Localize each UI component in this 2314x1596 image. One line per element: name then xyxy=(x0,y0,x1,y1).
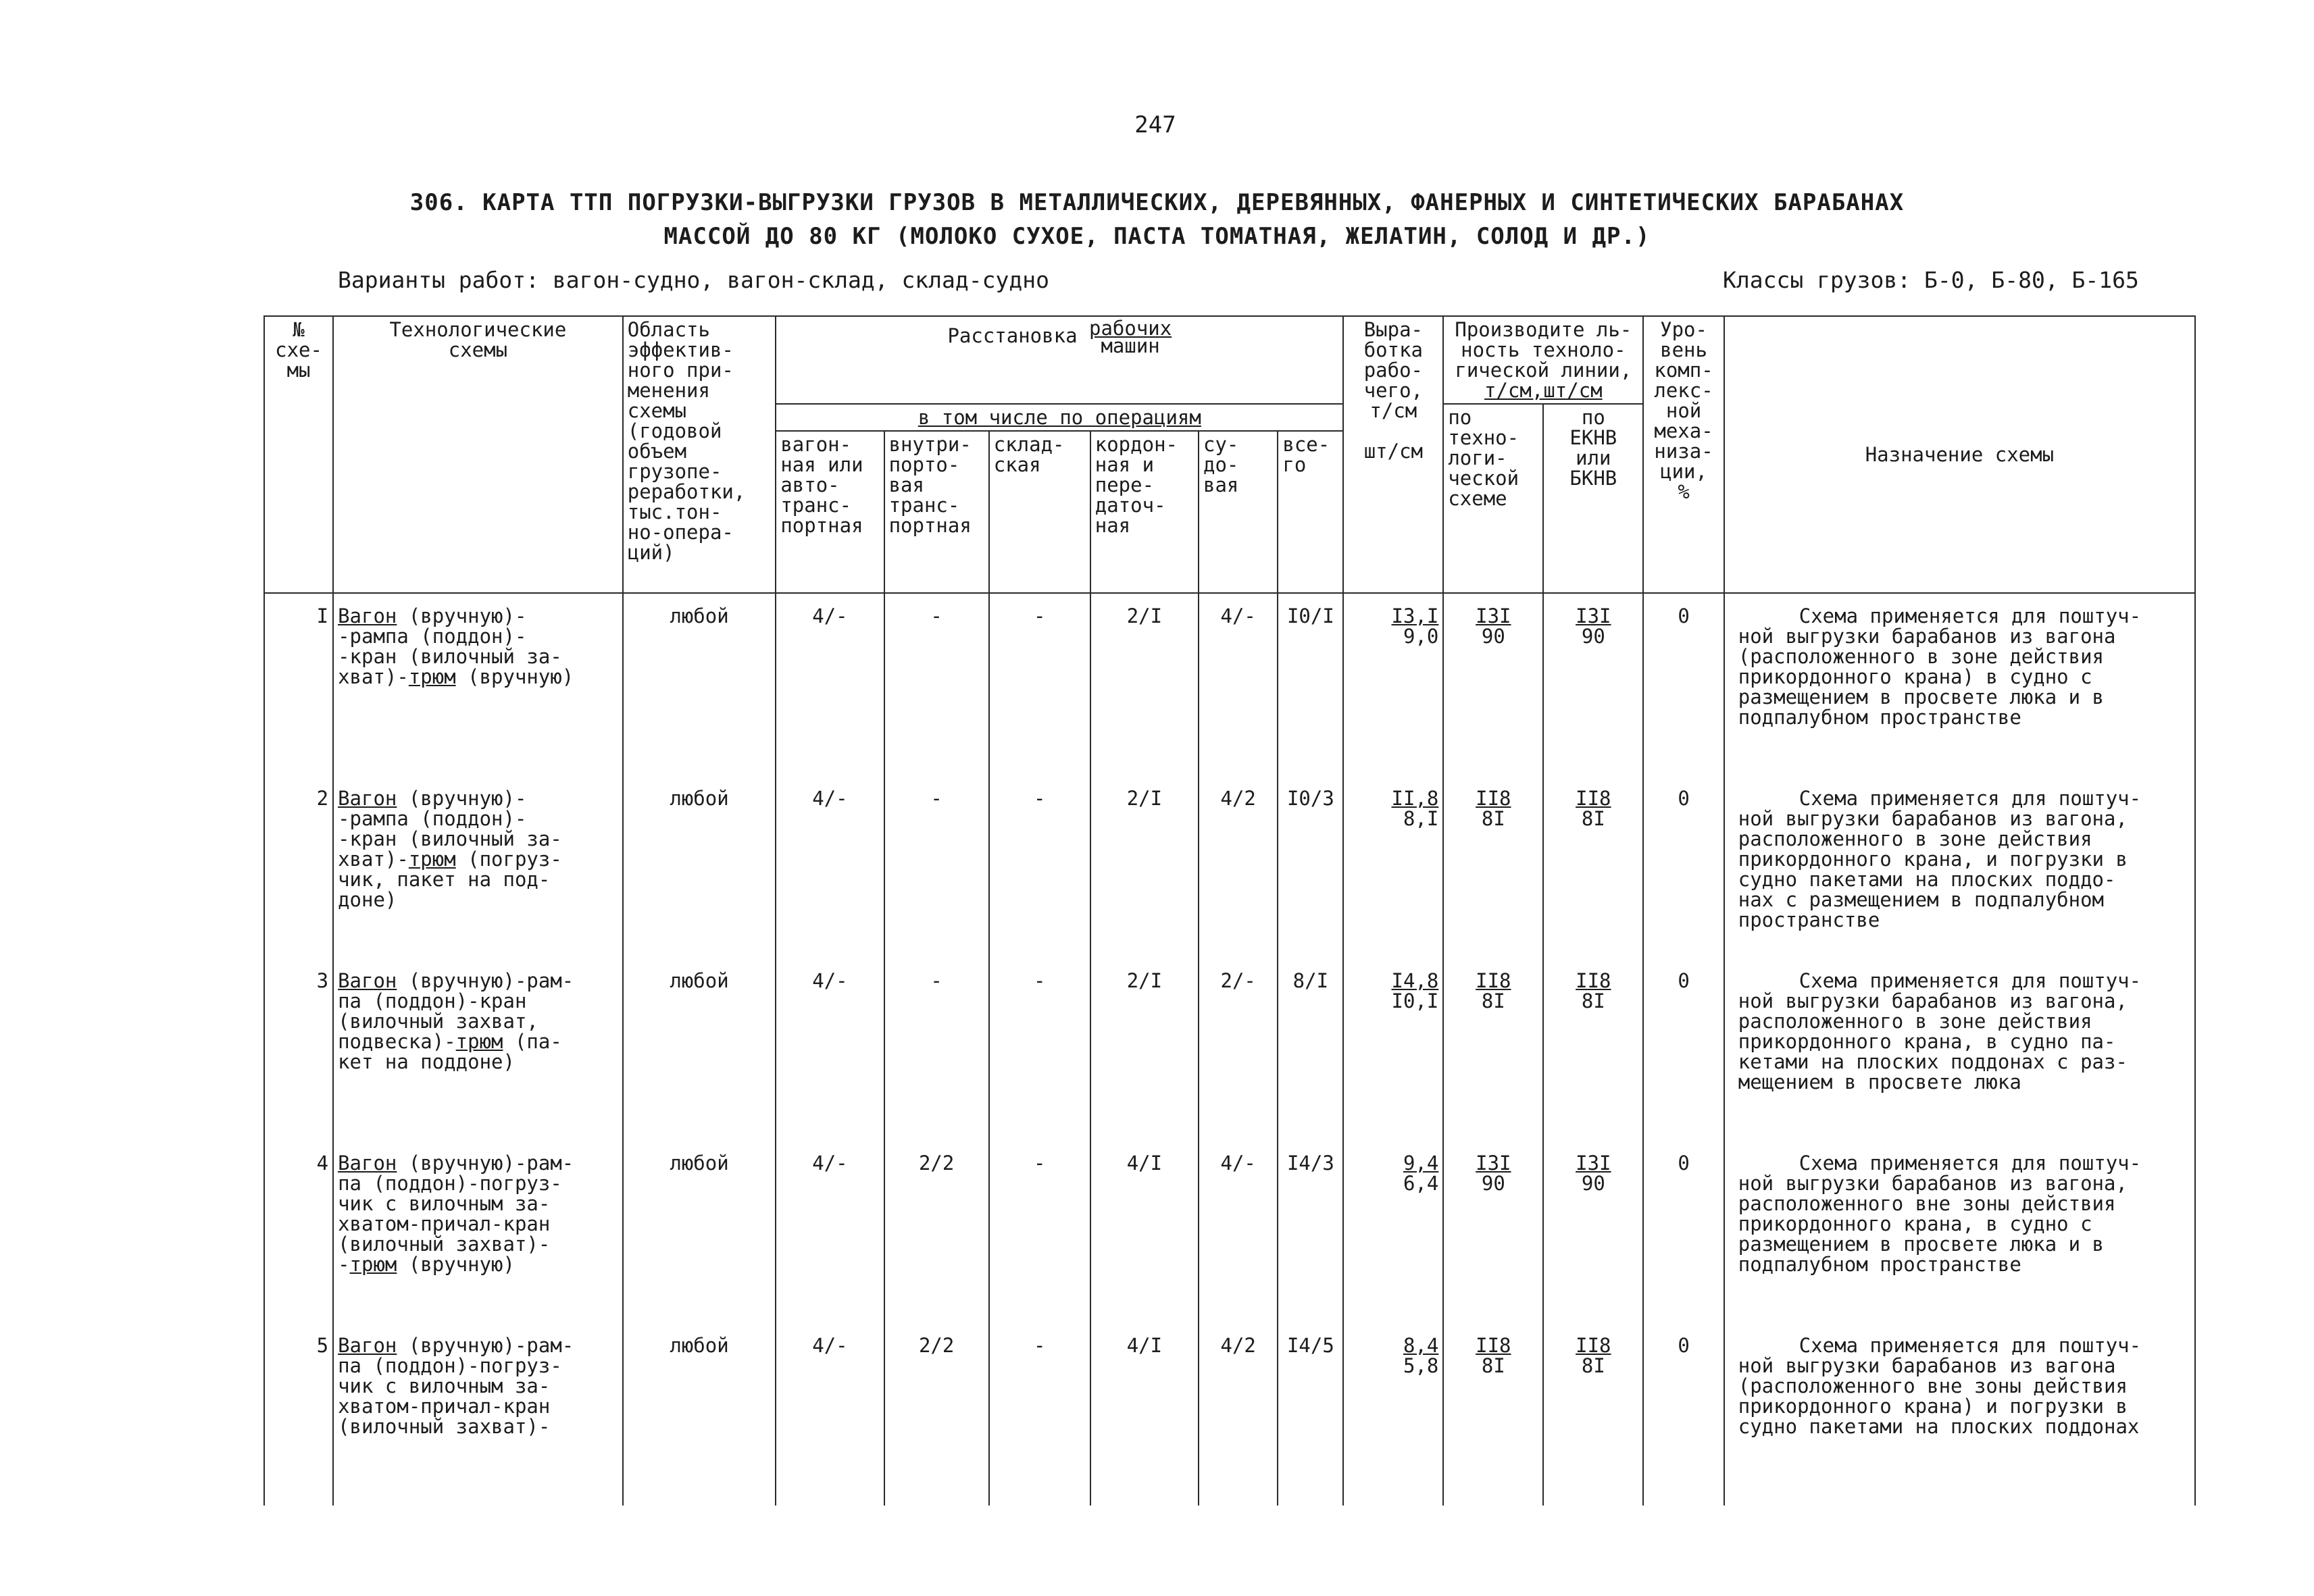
technology-table xyxy=(263,315,2196,1505)
row-scheme: Вагон (вручную)-рам- па (поддон)-кран (вилочный захват, подвеска)-трюм (па- кет на поддоне) xyxy=(333,958,623,1141)
row-op-internal: - xyxy=(884,776,989,958)
row-scheme: Вагон (вручную)-рам- па (поддон)-погруз- чик с вилочным за- хватом-причал-кран (вилочный захват)- xyxy=(333,1323,623,1505)
header-scheme-number: № схе- мы xyxy=(264,316,333,593)
row-prod-eknv: II8 8I xyxy=(1543,776,1643,958)
table-row xyxy=(264,776,2195,958)
row-op-warehouse: - xyxy=(989,776,1090,958)
row-purpose: Схема применяется для поштуч- ной выгрузки барабанов из вагона, расположенного в зоне действия прикордонного крана, в судно па- кетами на плоских поддонах с раз- мещением в просвете люка xyxy=(1724,958,2195,1141)
row-op-ship: 4/- xyxy=(1199,593,1278,776)
row-mechanization: 0 xyxy=(1643,593,1724,776)
header-op-wagon: вагон- ная или авто- транс- портная xyxy=(776,431,884,593)
row-op-warehouse: - xyxy=(989,593,1090,776)
header-including-operations: в том числе по операциям xyxy=(776,404,1343,431)
row-op-total: I0/3 xyxy=(1278,776,1343,958)
row-op-total: 8/I xyxy=(1278,958,1343,1141)
page-number: 247 xyxy=(1134,111,1176,138)
row-prod-scheme: I3I 90 xyxy=(1443,593,1543,776)
header-prod-by-eknv: по ЕКНВ или БКНВ xyxy=(1543,404,1643,593)
row-purpose: Схема применяется для поштуч- ной выгрузки барабанов из вагона (расположенного в зоне действия прикордонного крана) в судно с размещением в просвете люка и в подпалубном пространстве xyxy=(1724,593,2195,776)
row-op-internal: - xyxy=(884,958,989,1141)
row-output: I4,8 I0,I xyxy=(1343,958,1443,1141)
header-arrangement: Расстановка рабочих машин xyxy=(776,316,1343,404)
row-output: 8,4 5,8 xyxy=(1343,1323,1443,1505)
header-worker-output: Выра- ботка рабо- чего, т/см шт/см xyxy=(1343,316,1443,593)
row-op-warehouse: - xyxy=(989,1323,1090,1505)
work-variants: Варианты работ: вагон-судно, вагон-склад, склад-судно xyxy=(338,267,1049,293)
row-number: I xyxy=(264,593,333,776)
row-op-cordon: 4/I xyxy=(1090,1141,1199,1323)
row-purpose: Схема применяется для поштуч- ной выгрузки барабанов из вагона, расположенного в зоне действия прикордонного крана, и погрузки в судно пакетами на плоских поддо- нах с размещением в подпалубном пространстве xyxy=(1724,776,2195,958)
header-prod-by-scheme: по техно- логи- ческой схеме xyxy=(1443,404,1543,593)
row-op-total: I0/I xyxy=(1278,593,1343,776)
row-number: 3 xyxy=(264,958,333,1141)
row-purpose: Схема применяется для поштуч- ной выгрузки барабанов из вагона, расположенного вне зоны действия прикордонного крана, в судно с размещением в просвете люка и в подпалубном пространстве xyxy=(1724,1141,2195,1323)
row-op-ship: 4/2 xyxy=(1199,776,1278,958)
table-row xyxy=(264,593,2195,776)
row-op-ship: 4/- xyxy=(1199,1141,1278,1323)
row-op-wagon: 4/- xyxy=(776,776,884,958)
row-op-cordon: 2/I xyxy=(1090,593,1199,776)
header-application-area: Область эффектив- ного при- менения схемы (годовой объем грузопе- реработки, тыс.тон- но-опера- ций) xyxy=(623,316,776,593)
row-mechanization: 0 xyxy=(1643,1323,1724,1505)
row-scheme: Вагон (вручную)- -рампа (поддон)- -кран (вилочный за- хват)-трюм (вручную) xyxy=(333,593,623,776)
header-op-ship: су- до- вая xyxy=(1199,431,1278,593)
row-mechanization: 0 xyxy=(1643,1141,1724,1323)
row-op-wagon: 4/- xyxy=(776,1141,884,1323)
row-mechanization: 0 xyxy=(1643,776,1724,958)
document-title-line-1: 306. КАРТА ТТП ПОГРУЗКИ-ВЫГРУЗКИ ГРУЗОВ В МЕТАЛЛИЧЕСКИХ, ДЕРЕВЯННЫХ, ФАНЕРНЫХ И СИНТЕТИЧЕСКИХ БАРАБАНАХ xyxy=(409,189,1905,216)
row-op-ship: 2/- xyxy=(1199,958,1278,1141)
row-output: I3,I 9,0 xyxy=(1343,593,1443,776)
row-area: любой xyxy=(623,776,776,958)
row-number: 5 xyxy=(264,1323,333,1505)
row-number: 2 xyxy=(264,776,333,958)
row-scheme: Вагон (вручную)-рам- па (поддон)-погруз- чик с вилочным за- хватом-причал-кран (вилочный захват)- -трюм (вручную) xyxy=(333,1141,623,1323)
header-scheme-purpose: Назначение схемы xyxy=(1724,316,2195,593)
row-output: 9,4 6,4 xyxy=(1343,1141,1443,1323)
row-number: 4 xyxy=(264,1141,333,1323)
table-row xyxy=(264,1323,2195,1505)
row-op-wagon: 4/- xyxy=(776,958,884,1141)
row-prod-eknv: I3I 90 xyxy=(1543,1141,1643,1323)
row-op-cordon: 2/I xyxy=(1090,776,1199,958)
row-area: любой xyxy=(623,593,776,776)
row-op-wagon: 4/- xyxy=(776,1323,884,1505)
header-op-total: все- го xyxy=(1278,431,1343,593)
cargo-classes: Классы грузов: Б-0, Б-80, Б-165 xyxy=(1723,267,2139,293)
header-op-warehouse: склад- ская xyxy=(989,431,1090,593)
row-prod-scheme: II8 8I xyxy=(1443,776,1543,958)
header-op-internal: внутри- порто- вая транс- портная xyxy=(884,431,989,593)
document-title-line-2: МАССОЙ ДО 80 КГ (МОЛОКО СУХОЕ, ПАСТА ТОМАТНАЯ, ЖЕЛАТИН, СОЛОД И ДР.) xyxy=(663,223,1651,250)
row-op-total: I4/3 xyxy=(1278,1141,1343,1323)
row-prod-eknv: II8 8I xyxy=(1543,1323,1643,1505)
header-technological-schemes: Технологические схемы xyxy=(333,316,623,593)
row-op-warehouse: - xyxy=(989,958,1090,1141)
header-productivity: Производите ль- ность техноло- гической линии, т/см,шт/см xyxy=(1443,316,1643,404)
row-purpose: Схема применяется для поштуч- ной выгрузки барабанов из вагона (расположенного вне зоны действия прикордонного крана) и погрузки в судно пакетами на плоских поддонах xyxy=(1724,1323,2195,1505)
row-op-wagon: 4/- xyxy=(776,593,884,776)
row-scheme: Вагон (вручную)- -рампа (поддон)- -кран (вилочный за- хват)-трюм (погруз- чик, пакет на под- доне) xyxy=(333,776,623,958)
table-row xyxy=(264,958,2195,1141)
row-op-ship: 4/2 xyxy=(1199,1323,1278,1505)
row-op-warehouse: - xyxy=(989,1141,1090,1323)
table-row xyxy=(264,1141,2195,1323)
row-area: любой xyxy=(623,958,776,1141)
row-op-internal: 2/2 xyxy=(884,1323,989,1505)
row-mechanization: 0 xyxy=(1643,958,1724,1141)
row-op-cordon: 2/I xyxy=(1090,958,1199,1141)
row-prod-scheme: II8 8I xyxy=(1443,1323,1543,1505)
row-area: любой xyxy=(623,1323,776,1505)
row-prod-eknv: I3I 90 xyxy=(1543,593,1643,776)
row-op-total: I4/5 xyxy=(1278,1323,1343,1505)
row-prod-scheme: I3I 90 xyxy=(1443,1141,1543,1323)
row-op-internal: 2/2 xyxy=(884,1141,989,1323)
row-area: любой xyxy=(623,1141,776,1323)
row-output: II,8 8,I xyxy=(1343,776,1443,958)
header-mechanization-level: Уро- вень комп- лекс- ной меха- низа- ции, % xyxy=(1643,316,1724,593)
row-op-cordon: 4/I xyxy=(1090,1323,1199,1505)
row-op-internal: - xyxy=(884,593,989,776)
row-prod-eknv: II8 8I xyxy=(1543,958,1643,1141)
header-op-cordon: кордон- ная и пере- даточ- ная xyxy=(1090,431,1199,593)
row-prod-scheme: II8 8I xyxy=(1443,958,1543,1141)
